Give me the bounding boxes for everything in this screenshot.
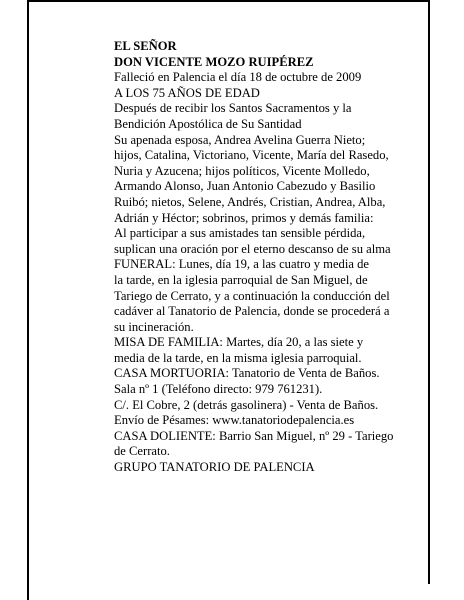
obituary-line: de Cerrato.	[114, 444, 170, 459]
obituary-line: la tarde, en la iglesia parroquial de San Miguel, de	[114, 272, 368, 287]
obituary-line: FUNERAL: Lunes, día 19, a las cuatro y media de	[114, 257, 369, 272]
obituary-line: cadáver al Tanatorio de Palencia, donde se procederá a	[114, 304, 390, 319]
obituary-line: hijos, Catalina, Victoriano, Vicente, María del Rasedo,	[114, 148, 389, 163]
obituary-line: Su apenada esposa, Andrea Avelina Guerra Nieto;	[114, 132, 366, 147]
top-border	[27, 0, 430, 2]
obituary-line: Sala nº 1 (Teléfono directo: 979 761231).	[114, 382, 323, 397]
obituary-line: CASA DOLIENTE: Barrio San Miguel, nº 29 - Tariego	[114, 428, 394, 443]
obituary-line: A LOS 75 AÑOS DE EDAD	[114, 85, 260, 100]
obituary-line: Al participar a sus amistades tan sensible pérdida,	[114, 226, 366, 241]
obituary-line: CASA MORTUORIA: Tanatorio de Venta de Baños.	[114, 366, 380, 381]
obituary-text	[114, 39, 422, 476]
obituary-line: Armando Alonso, Juan Antonio Cabezudo y Basilio	[114, 179, 376, 194]
obituary-line: Falleció en Palencia el día 18 de octubre de 2009	[114, 70, 362, 85]
obituary-line: media de la tarde, en la misma iglesia parroquial.	[114, 350, 362, 365]
obituary-line: GRUPO TANATORIO DE PALENCIA	[114, 460, 315, 475]
obituary-line: Después de recibir los Santos Sacramentos y la	[114, 101, 352, 116]
obituary-heading-line: DON VICENTE MOZO RUIPÉREZ	[114, 54, 314, 69]
obituary-line: Envío de Pésames: www.tanatoriodepalencia.es	[114, 413, 355, 428]
obituary-line: Ruibó; nietos, Selene, Andrés, Cristian, Andrea, Alba,	[114, 194, 386, 209]
obituary-line: C/. El Cobre, 2 (detrás gasolinera) - Venta de Baños.	[114, 397, 379, 412]
obituary-line: su incineración.	[114, 319, 194, 334]
right-border	[428, 0, 430, 584]
obituary-line: suplican una oración por el eterno descanso de su alma	[114, 241, 391, 256]
left-border	[27, 0, 29, 600]
obituary-line: Tariego de Cerrato, y a continuación la conducción del	[114, 288, 390, 303]
obituary-line: Adrián y Héctor; sobrinos, primos y demás familia:	[114, 210, 374, 225]
obituary-heading-line: EL SEÑOR	[114, 39, 177, 53]
obituary-line: MISA DE FAMILIA: Martes, día 20, a las siete y	[114, 335, 364, 350]
obituary-line: Bendición Apostólica de Su Santidad	[114, 116, 302, 131]
obituary-line: Nuria y Azucena; hijos políticos, Vicente Molledo,	[114, 163, 370, 178]
